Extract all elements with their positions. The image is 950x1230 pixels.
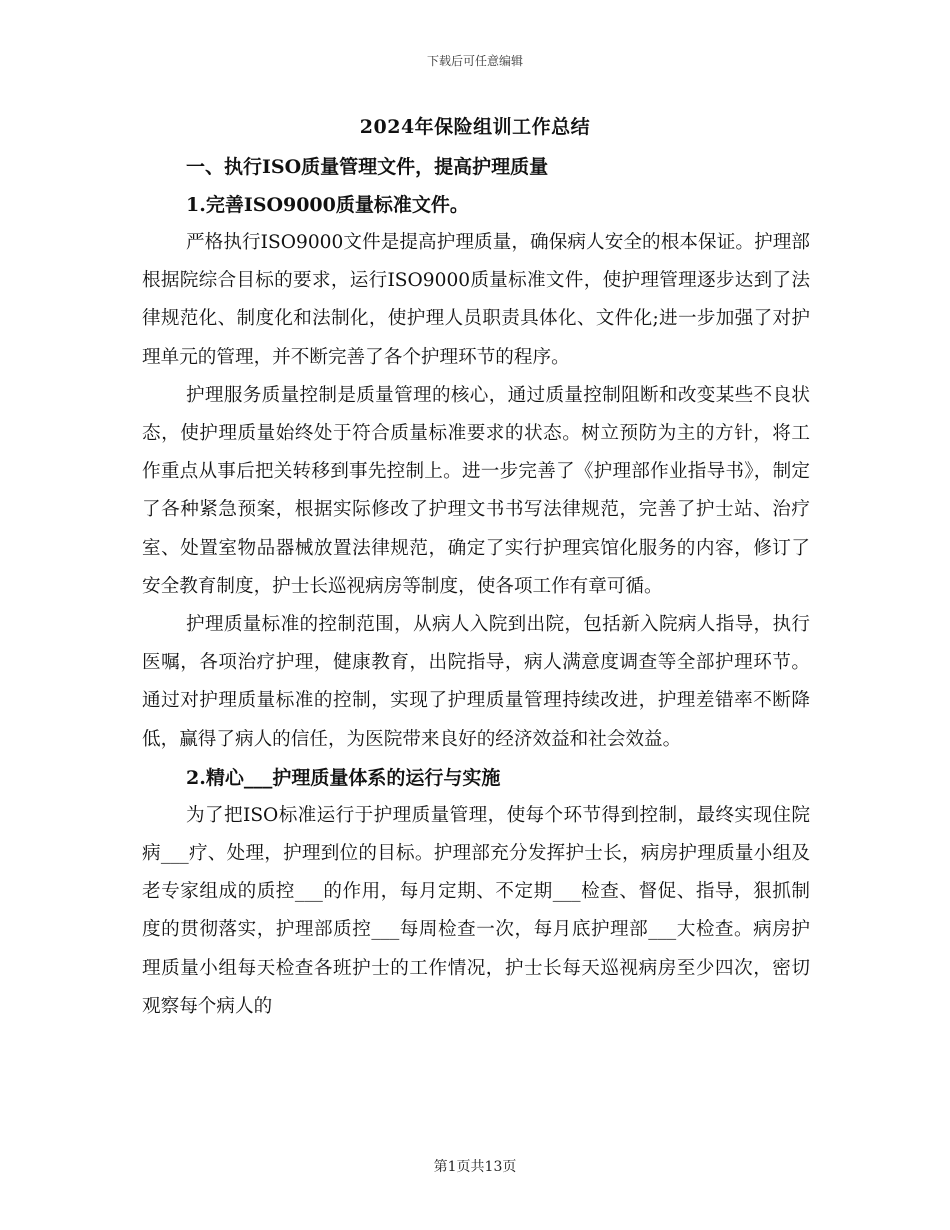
document-title: 2024年保险组训工作总结: [359, 116, 591, 138]
page-header-note: 下载后可任意编辑: [426, 54, 523, 68]
page-number: 第1页共13页: [433, 1159, 517, 1175]
paragraph-3: 护理质量标准的控制范围，从病人入院到出院，包括新入院病人指导，执行医嘱，各项治疗护理，健康教育，出院指导，病人满意度调查等全部护理环节。通过对护理质量标准的控制，实现了护理质量管理持续改进，护理差错率不断降低，赢得了病人的信任，为医院带来良好的经济效益和社会效益。: [142, 614, 810, 750]
subsection-heading-2: 2.精心___护理质量体系的运行与实施: [186, 766, 501, 789]
subsection-heading-1: 1.完善ISO9000质量标准文件。: [186, 194, 469, 216]
paragraph-2: 护理服务质量控制是质量管理的核心，通过质量控制阻断和改变某些不良状态，使护理质量始终处于符合质量标准要求的状态。树立预防为主的方针，将工作重点从事后把关转移到事先控制上。进一步完善了《护理部作业指导书》，制定了各种紧急预案，根据实际修改了护理文书书写法律规范，完善了护士站、治疗室、处置室物品器械放置法律规范，确定了实行护理宾馆化服务的内容，修订了安全教育制度，护士长巡视病房等制度，使各项工作有章可循。: [142, 384, 810, 597]
document-body: [142, 148, 810, 1026]
paragraph-1: 严格执行ISO9000文件是提高护理质量，确保病人安全的根本保证。护理部根据院综合目标的要求，运行ISO9000质量标准文件，使护理管理逐步达到了法律规范化、制度化和法制化，使护理人员职责具体化、文件化;进一步加强了对护理单元的管理，并不断完善了各个护理环节的程序。: [142, 232, 810, 368]
paragraph-4: 为了把ISO标准运行于护理质量管理，使每个环节得到控制，最终实现住院病___疗、处理，护理到位的目标。护理部充分发挥护士长，病房护理质量小组及老专家组成的质控___的作用，每月定期、不定期___检查、督促、指导，狠抓制度的贯彻落实，护理部质控___每周检查一次，每月底护理部___大检查。病房护理质量小组每天检查各班护士的工作情况，护士长每天巡视病房至少四次，密切观察每个病人的: [142, 804, 810, 1017]
section-heading-1: 一、执行ISO质量管理文件，提高护理质量: [186, 156, 549, 178]
